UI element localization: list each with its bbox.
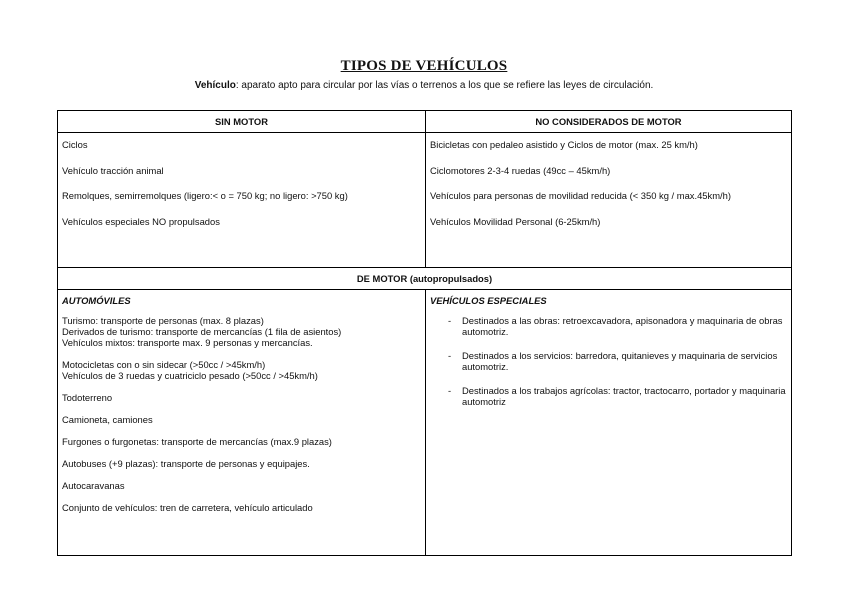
list-item: [448, 385, 792, 407]
automoviles-list: [58, 315, 425, 513]
sin-motor-item: Ciclos: [62, 139, 88, 150]
automoviles-line: Vehículos mixtos: transporte max. 9 personas y mercancías.: [62, 337, 313, 348]
especiales-list: [426, 315, 791, 407]
automoviles-line: Autobuses (+9 plazas): transporte de personas y equipajes.: [62, 458, 310, 469]
bullet-dash: -: [448, 315, 452, 326]
automoviles-line: Autocaravanas: [62, 480, 125, 491]
list-item: [62, 436, 425, 447]
list-item: [62, 458, 425, 469]
sin-motor-item: Remolques, semirremolques (ligero:< o = 750 kg; no ligero: >750 kg): [62, 190, 348, 201]
header-de-motor: DE MOTOR (autopropulsados): [58, 268, 792, 290]
especiales-item-text: Destinados a las obras: retroexcavadora, apisonadora y maquinaria de obras automotriz.: [462, 315, 783, 337]
automoviles-line: Derivados de turismo: transporte de mercancías (1 fila de asientos): [62, 326, 342, 337]
automoviles-line: Camioneta, camiones: [62, 414, 153, 425]
list-item: [448, 350, 792, 372]
no-considerados-item: Ciclomotores 2-3-4 ruedas (49cc – 45km/h): [430, 164, 611, 176]
sin-motor-item: Vehículo tracción animal: [62, 164, 164, 176]
automoviles-line: Conjunto de vehículos: tren de carretera, vehículo articulado: [62, 502, 313, 513]
list-item: [62, 480, 425, 491]
automoviles-cell: [58, 290, 426, 556]
automoviles-line: Vehículos de 3 ruedas y cuatriciclo pesado (>50cc / >45km/h): [62, 370, 318, 381]
list-item: [62, 359, 425, 381]
header-sin-motor: SIN MOTOR: [58, 111, 426, 133]
list-item: [62, 315, 425, 348]
no-considerados-item: Vehículos para personas de movilidad reducida (< 350 kg / max.45km/h): [430, 190, 731, 201]
automoviles-line: Turismo: transporte de personas (max. 8 plazas): [62, 315, 264, 326]
bullet-dash: -: [448, 350, 452, 361]
list-item: [62, 502, 425, 513]
definition-term: Vehículo: [194, 80, 236, 91]
automoviles-line: Motocicletas con o sin sidecar (>50cc / >45km/h): [62, 359, 266, 370]
vehicle-types-table: [57, 110, 792, 556]
sin-motor-cell: [58, 133, 426, 268]
list-item: [62, 392, 425, 403]
especiales-title: VEHÍCULOS ESPECIALES: [430, 295, 547, 306]
list-item: [62, 414, 425, 425]
no-considerados-item: Bicicletas con pedaleo asistido y Ciclos de motor (max. 25 km/h): [430, 139, 698, 150]
document-title: TIPOS DE VEHÍCULOS: [340, 58, 508, 74]
list-item: [448, 315, 792, 337]
no-considerados-item: Vehículos Movilidad Personal (6-25km/h): [430, 215, 601, 227]
automoviles-line: Todoterreno: [62, 392, 113, 403]
bullet-dash: -: [448, 385, 452, 396]
definition-text: : aparato apto para circular por las vías o terrenos a los que se refiere las leyes de circulación.: [235, 80, 654, 91]
automoviles-line: Furgones o furgonetas: transporte de mercancías (max.9 plazas): [62, 436, 332, 447]
automoviles-title: AUTOMÓVILES: [62, 295, 131, 306]
sin-motor-item: Vehículos especiales NO propulsados: [62, 215, 220, 227]
especiales-item-text: Destinados a los servicios: barredora, quitanieves y maquinaria de servicios automotriz.: [462, 350, 778, 372]
definition-line: [0, 80, 848, 91]
no-considerados-cell: [426, 133, 792, 268]
especiales-item-text: Destinados a los trabajos agrícolas: tractor, tractocarro, portador y maquinaria automotriz: [462, 385, 786, 407]
especiales-cell: [426, 290, 792, 556]
header-no-considerados: NO CONSIDERADOS DE MOTOR: [426, 111, 792, 133]
